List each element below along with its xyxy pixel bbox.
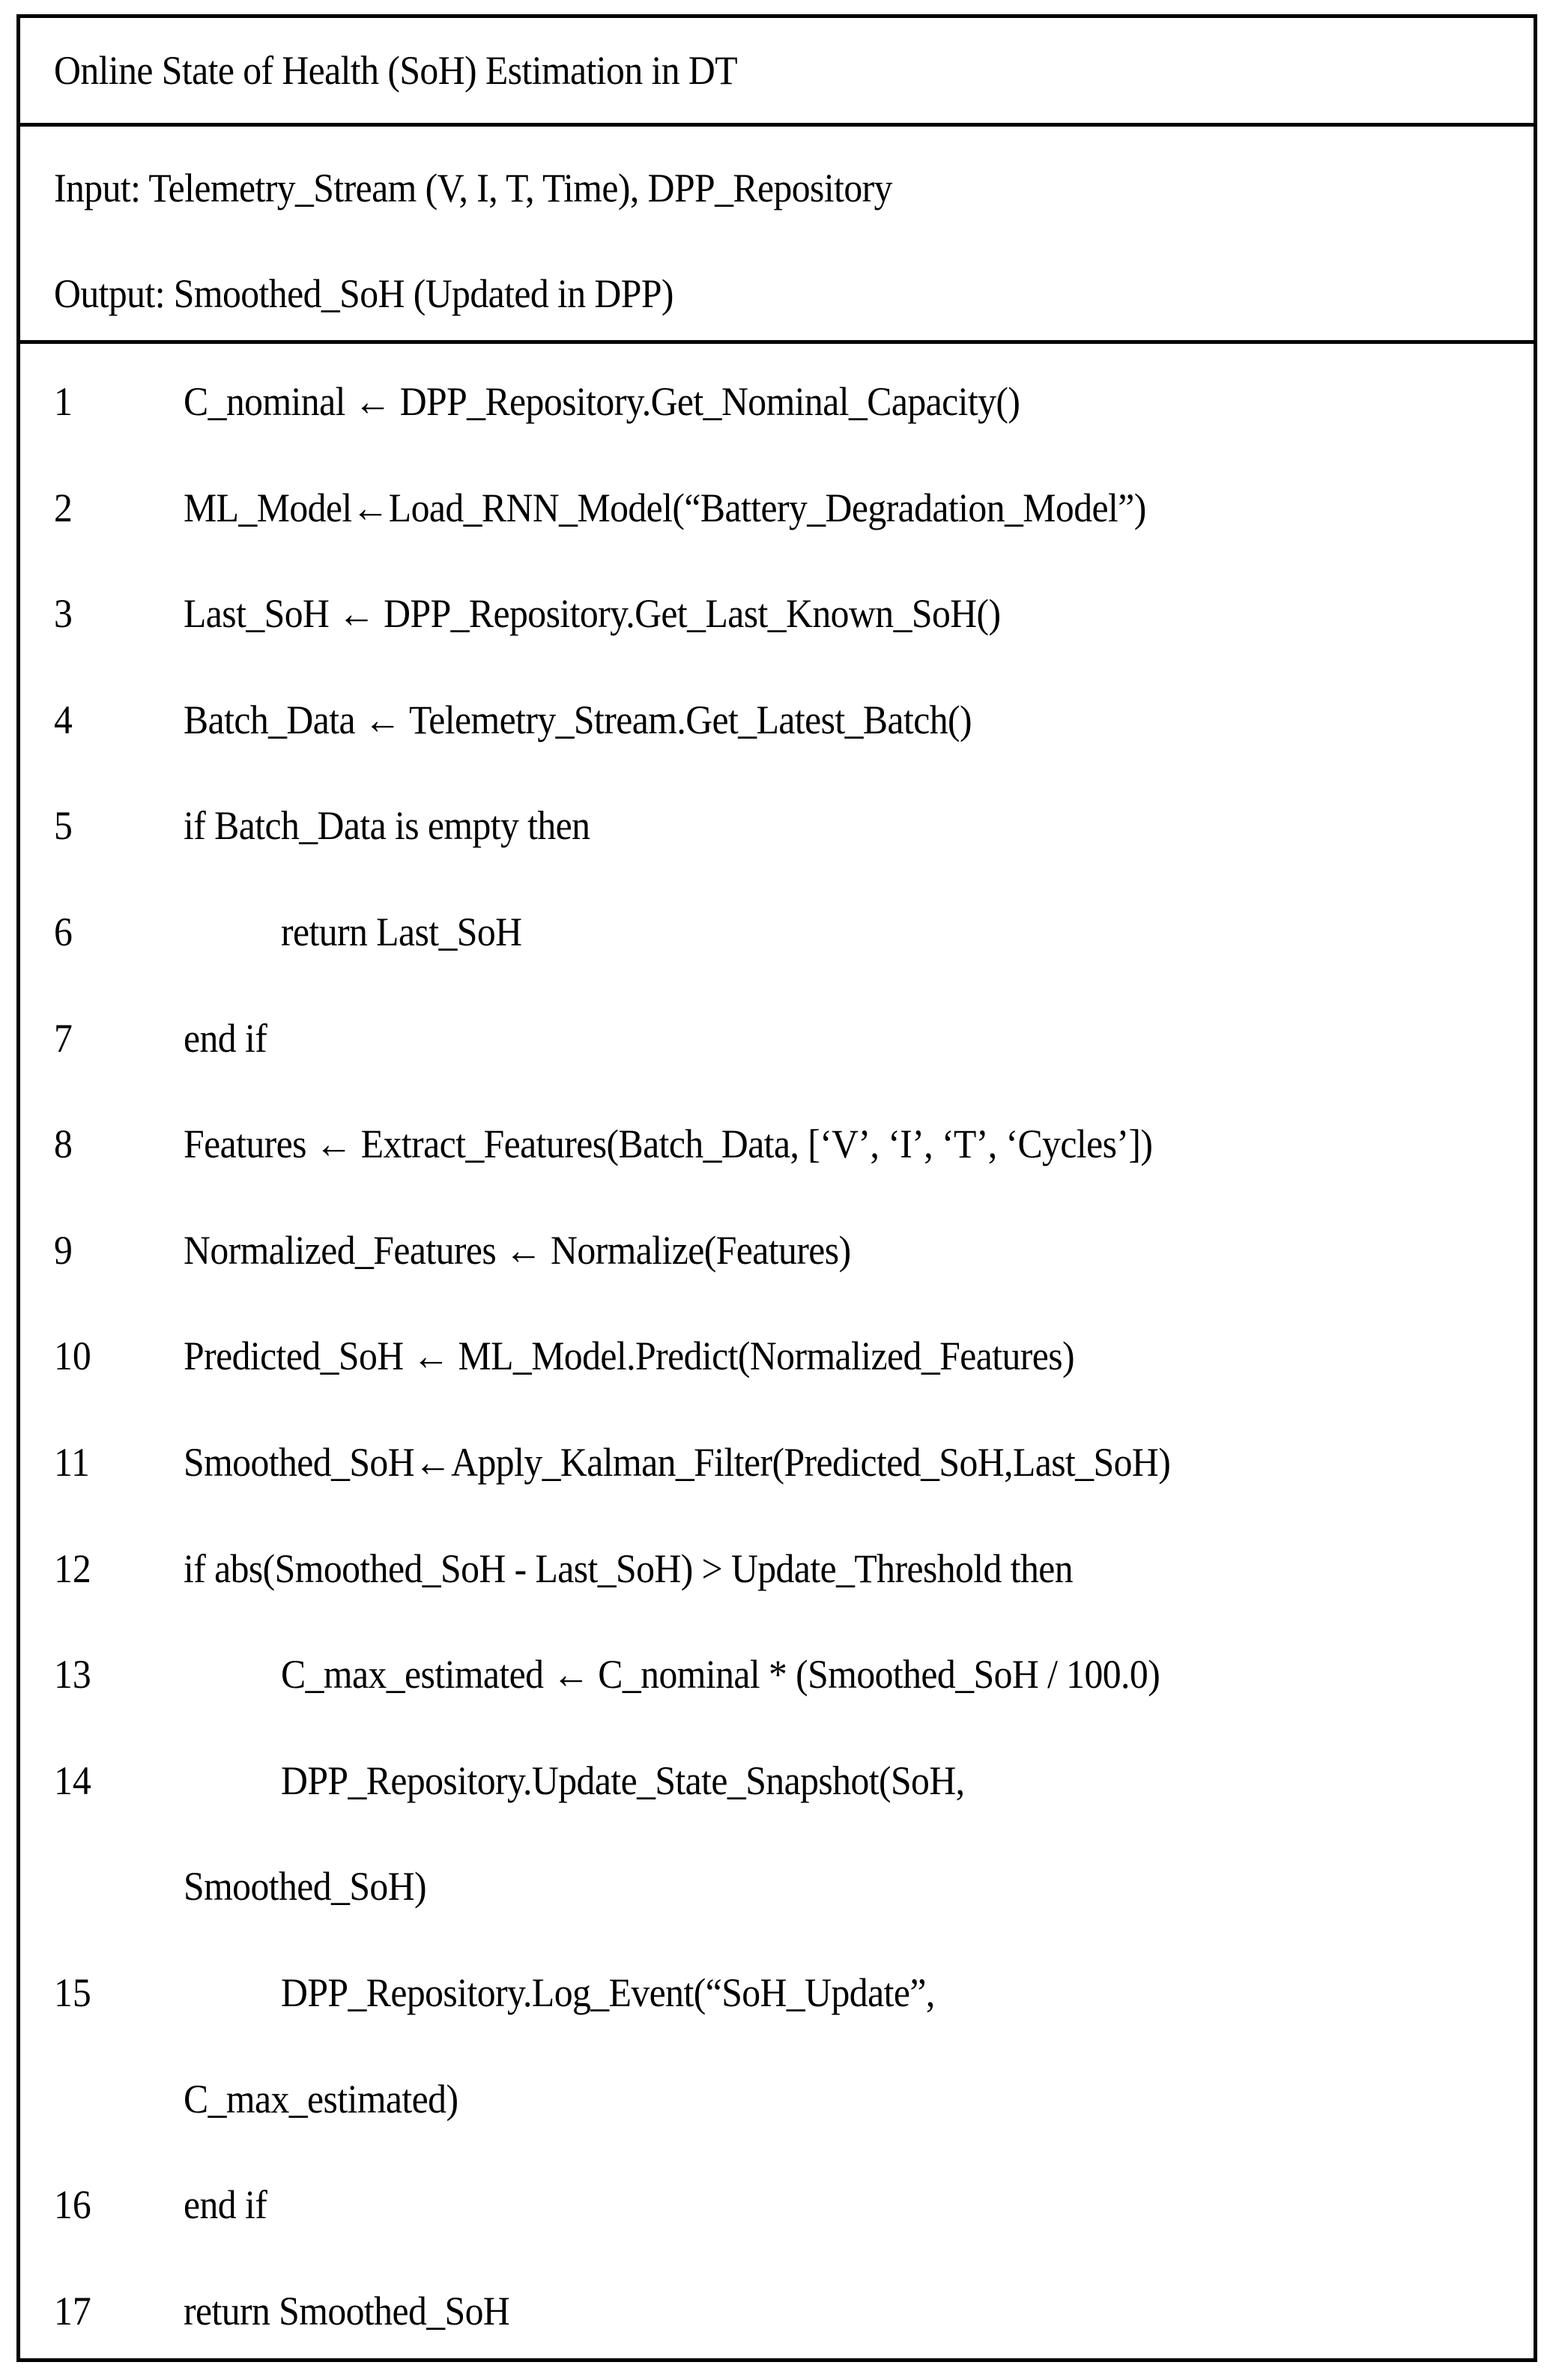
algorithm-title: Online State of Health (SoH) Estimation in DT <box>54 48 738 93</box>
code-line-continuation <box>20 2041 1534 2148</box>
code-text: Last_SoH ← DPP_Repository.Get_Last_Known_SoH() <box>184 591 1001 637</box>
code-text: ML_Model←Load_RNN_Model(“Battery_Degradation_Model”) <box>184 485 1146 530</box>
algorithm-body <box>20 344 1534 2358</box>
line-number: 7 <box>54 1015 73 1061</box>
code-line <box>20 662 1534 769</box>
line-number: 3 <box>54 591 73 637</box>
algorithm-title-section <box>20 18 1534 127</box>
code-text: if abs(Smoothed_SoH - Last_SoH) > Update_Threshold then <box>184 1545 1074 1591</box>
code-line <box>20 981 1534 1087</box>
line-number: 13 <box>54 1652 91 1698</box>
code-line <box>20 556 1534 662</box>
code-text: DPP_Repository.Update_State_Snapshot(SoH, <box>281 1757 965 1803</box>
code-text: end if <box>184 2182 267 2228</box>
code-text: end if <box>184 1015 267 1061</box>
code-line <box>20 1086 1534 1193</box>
code-line-continuation <box>20 1829 1534 1935</box>
code-text: return Last_SoH <box>281 909 522 954</box>
code-line <box>20 1405 1534 1511</box>
code-text: Normalized_Features ← Normalize(Features) <box>184 1227 851 1273</box>
code-line <box>20 1511 1534 1617</box>
code-text: if Batch_Data is empty then <box>184 803 590 849</box>
algorithm-output: Output: Smoothed_SoH (Updated in DPP) <box>54 271 673 316</box>
line-number: 10 <box>54 1333 91 1379</box>
code-line <box>20 874 1534 981</box>
code-text: Batch_Data ← Telemetry_Stream.Get_Latest_Batch() <box>184 697 972 742</box>
code-text: Features ← Extract_Features(Batch_Data, [‘V’, ‘I’, ‘T’, ‘Cycles’]) <box>184 1121 1153 1167</box>
algorithm-input: Input: Telemetry_Stream (V, I, T, Time), DPP_Repository <box>54 166 892 211</box>
code-text: Predicted_SoH ← ML_Model.Predict(Normalized_Features) <box>184 1333 1074 1379</box>
code-line <box>20 2147 1534 2253</box>
code-text: Smoothed_SoH) <box>184 1864 427 1910</box>
line-number: 14 <box>54 1757 91 1803</box>
line-number: 1 <box>54 379 73 424</box>
code-text: Smoothed_SoH←Apply_Kalman_Filter(Predicted_SoH,Last_SoH) <box>184 1440 1171 1485</box>
line-number: 12 <box>54 1545 91 1591</box>
code-line <box>20 2253 1534 2360</box>
code-text: DPP_Repository.Log_Event(“SoH_Update”, <box>281 1970 935 2015</box>
code-line <box>20 1193 1534 1299</box>
code-line <box>20 1723 1534 1829</box>
line-number: 15 <box>54 1970 91 2015</box>
algorithm-box <box>16 14 1537 2362</box>
code-line <box>20 768 1534 874</box>
code-line <box>20 344 1534 450</box>
line-number: 5 <box>54 803 73 849</box>
line-number: 9 <box>54 1227 73 1273</box>
algorithm-io-section <box>20 127 1534 344</box>
code-text: return Smoothed_SoH <box>184 2288 510 2334</box>
line-number: 2 <box>54 485 73 530</box>
code-line <box>20 1935 1534 2041</box>
code-line <box>20 1617 1534 1723</box>
code-text: C_max_estimated) <box>184 2076 458 2122</box>
line-number: 4 <box>54 697 73 742</box>
code-line <box>20 1298 1534 1405</box>
code-text: C_max_estimated ← C_nominal * (Smoothed_SoH / 100.0) <box>281 1652 1160 1698</box>
code-text: C_nominal ← DPP_Repository.Get_Nominal_Capacity() <box>184 379 1020 424</box>
line-number: 8 <box>54 1121 73 1167</box>
line-number: 11 <box>54 1440 90 1485</box>
line-number: 6 <box>54 909 73 954</box>
code-line <box>20 450 1534 557</box>
line-number: 16 <box>54 2182 91 2228</box>
line-number: 17 <box>54 2288 91 2334</box>
